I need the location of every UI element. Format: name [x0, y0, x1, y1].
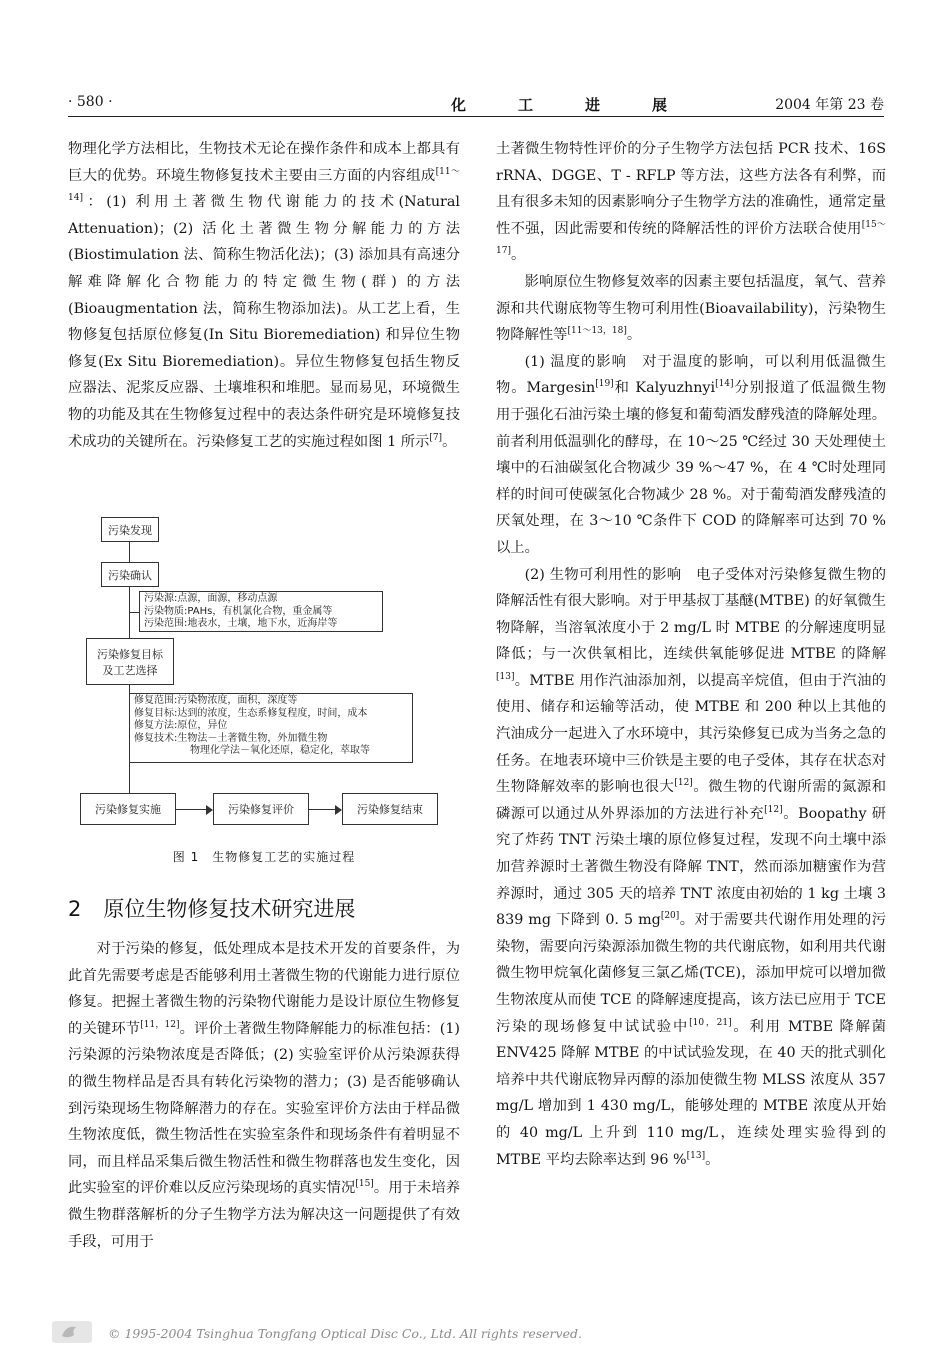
paragraph-text: 。MTBE 用作汽油添加剂，以提高辛烷值，但由于汽油的使用、储存和运输等活动，使 MTBE 和 200 种以上其他的汽油成分一起进入了水环境中，其污染修复已成为当务之急的任务。在地表环境中三价铁是主要的电子受体，其存在状态对生物降解效率的影响也很大 [496, 672, 886, 796]
flow-box-label: 污染确认 [108, 568, 152, 582]
flow-info-pollution [139, 591, 383, 632]
paragraph-text: 影响原位生物修复效率的因素主要包括温度，氧气、营养源和共代谢底物等生物可利用性(Bioavailability)，污染物生物降解性等 [496, 273, 886, 344]
paragraph-text: (1) 温度的影响 对于温度的影响，可以利用低温微生物。Margesin [496, 353, 886, 397]
flow-box-pollution-discovery [101, 517, 159, 542]
right-column [496, 136, 886, 1173]
paragraph [496, 136, 886, 269]
info-line: 污染源:点源，面源，移动点源 [144, 593, 278, 604]
citation: [11，12] [140, 1020, 180, 1031]
citation: [11～13，18] [567, 326, 627, 337]
paragraph [68, 136, 460, 455]
volume-info: 2004 年第 23 卷 [775, 97, 884, 113]
left-column-bottom [68, 936, 460, 1255]
paragraph [496, 562, 886, 1174]
running-header [68, 94, 884, 116]
flow-box-label: 及工艺选择 [102, 663, 158, 677]
flow-box-pollution-confirm [101, 562, 159, 587]
info-line: 物理化学法－氧化还原，稳定化，萃取等 [190, 745, 370, 756]
flow-box-label: 污染修复实施 [95, 803, 161, 816]
paragraph-text: 。评价土著微生物降解能力的标准包括：(1) 污染源的污染物浓度是否降低；(2) 实验室评价从污染源获得的微生物样品是否具有转化污染物的潜力；(3) 是否能够确认到污染现场生物降解潜力的存在。实验室评价方法由于样品微生物浓度低，微生物活性在实验室条件和现场条件有着明显不同，而且样品采集后微生物活性和微生物群落也发生变化，因此实验室的评价难以反应污染现场的真实情况 [68, 1020, 461, 1197]
flow-box-label: 污染修复评价 [228, 803, 294, 816]
citation: [13] [496, 672, 515, 683]
paragraph-text: 。 [510, 247, 526, 264]
citation: [11～14] [68, 166, 460, 204]
flow-box-evaluation [213, 793, 309, 825]
paragraph-text: (2) 生物可利用性的影响 电子受体对污染修复微生物的降解活性有很大影响。对于甲基叔丁基醚(MTBE) 的好氧微生物降解，当溶氧浓度小于 2 mg/L 时 MTBE 的分解速度明显降低；与一次供氧相比，连续供氧能够促进 MTBE 的降解 [496, 566, 886, 663]
info-line: 修复方法:原位，异位 [134, 720, 228, 731]
info-line: 修复范围:污染物浓度，面积，深度等 [134, 695, 298, 706]
paragraph-text: 。 [442, 433, 457, 450]
paragraph-text: 。用于未培养微生物群落解析的分子生物学方法为解决这一问题提供了有效手段，可用于 [68, 1180, 461, 1250]
paragraph-text: 物理化学方法相比，生物技术无论在操作条件和成本上都具有巨大的优势。环境生物修复技术主要由三方面的内容组成 [68, 141, 460, 184]
paragraph-text: ：(1) 利用土著微生物代谢能力的技术(Natural Attenuation)；(2) 活化土著微生物分解能力的方法(Biostimulation 法、简称生物活化法)；(3) 添加具有高速分解难降解化合物能力的特定微生物(群) 的方法(Bioaugmentation 法，简称生物添加法)。从工艺上看，生物修复包括原位修复(In Situ Bioremediation) 和异位生物修复(Ex Situ Bioremediation)。异位生物修复包括生物反应器法、泥浆反应器、土壤堆积和堆肥。显而易见，环境微生物的功能及其在生物修复过程中的表达条件研究是环境修复技术成功的关键所在。污染修复工艺的实施过程如图 1 所示 [68, 194, 460, 450]
flow-connector [129, 612, 139, 613]
paragraph-text: 对于污染的修复，低处理成本是技术开发的首要条件，为此首先需要考虑是否能够利用土著微生物的代谢能力进行原位修复。把握土著微生物的污染物代谢能力是设计原位生物修复的关键环节 [68, 941, 460, 1037]
paragraph [68, 936, 460, 1255]
citation: [15] [355, 1179, 374, 1190]
info-line: 修复目标:达到的浓度，生态系修复程度，时间，成本 [134, 707, 368, 719]
paragraph-text: 。微生物的代谢所需的氮源和磷源可以通过从外界添加的方法进行补充 [496, 779, 886, 822]
flow-info-remediation [129, 693, 413, 763]
left-column-top [68, 136, 460, 455]
figure-caption: 图 1 生物修复工艺的实施过程 [172, 850, 356, 864]
info-line: 污染范围:地表水，土壤，地下水，近海岸等 [144, 618, 338, 629]
citation: [19] [595, 379, 614, 390]
citation: [15～17] [496, 220, 886, 257]
citation: [10，21] [689, 1017, 732, 1028]
paragraph-text: 。 [705, 1151, 720, 1168]
paragraph [496, 269, 886, 349]
flow-box-label: 污染修复结束 [357, 803, 423, 816]
info-line: 修复技术:生物法－土著微生物，外加微生物 [134, 732, 328, 744]
paragraph-text: 。Boopathy 研究了炸药 TNT 污染土壤的原位修复过程，发现不向土壤中添加营养源时土著微生物没有降解 TNT，然而添加糖蜜作为营养源时，通过 305 天的培养 TNT 浓度由初始的 1 kg 土壤 3 839 mg 下降到 0. 5 mg [496, 805, 886, 929]
citation: [20] [660, 911, 680, 922]
citation: [12] [674, 778, 693, 789]
flow-box-label: 污染发现 [108, 523, 152, 537]
paragraph-text: 分别报道了低温微生物用于强化石油污染土壤的修复和葡萄酒发酵残渣的降解处理。前者利用低温驯化的酵母，在 10～25 ℃经过 30 天处理使土壤中的石油碳氢化合物减少 39 %～47 %，在 4 ℃时处理同样的时间可使碳氢化合物减少 28 %。对于葡萄酒发酵残渣的厌氧处理，在 3～10 ℃条件下 COD 的降解率可达到 70 %以上。 [496, 380, 886, 556]
flow-box-label: 污染修复目标 [97, 647, 163, 661]
arrowhead-icon [206, 805, 213, 815]
copyright-footer [52, 1323, 892, 1347]
publisher-logo-icon [52, 1321, 92, 1343]
arrowhead-icon [335, 805, 342, 815]
copyright-text: © 1995-2004 Tsinghua Tongfang Optical Disc Co., Ltd. All rights reserved. [108, 1326, 582, 1341]
paragraph-text: 。 [626, 327, 642, 344]
journal-title: 化工进展 [451, 96, 720, 114]
section-heading [68, 893, 460, 923]
section-number: 2 [68, 897, 82, 921]
citation: [14] [715, 379, 734, 390]
paragraph-text: 和 Kalyuzhnyi [613, 380, 716, 397]
section-title: 原位生物修复技术研究进展 [103, 897, 356, 921]
paragraph [496, 349, 886, 562]
flow-box-completion [342, 793, 438, 825]
paragraph-text: 。对于需要共代谢作用处理的污染物，需要向污染源添加微生物的共代谢底物，如利用共代谢微生物甲烷氧化菌修复三氯乙烯(TCE)，添加甲烷可以增加微生物浓度从而使 TCE 的降解速度提高，该方法已应用于 TCE 污染的现场修复中试试验中 [496, 912, 887, 1035]
flow-box-implementation [80, 793, 176, 825]
info-line: 污染物质:PAHs，有机氯化合物，重金属等 [144, 605, 333, 617]
paragraph-text: 土著微生物特性评价的分子生物学方法包括 PCR 技术、16S rRNA、DGGE、T - RFLP 等方法，这些方法各有利弊，而且有很多未知的因素影响分子生物学方法的准确性，通常定量性不强，因此需要和传统的降解活性的评价方法联合使用 [496, 141, 886, 237]
page-number: · 580 · [68, 94, 113, 110]
flow-box-goal-selection [86, 638, 174, 685]
header-rule [68, 116, 884, 117]
flow-connector [129, 542, 130, 562]
citation: [7] [429, 432, 443, 443]
paragraph-text: 。利用 MTBE 降解菌 ENV425 降解 MTBE 的中试试验发现，在 40 天的批式驯化培养中共代谢底物异丙醇的添加使微生物 MLSS 浓度从 357 mg/L 增加到 1 430 mg/L，能够处理的 MTBE 浓度从开始的 40 mg/L 上升到 110 mg/L，连续处理实验得到的 MTBE 平均去除率达到 96 % [496, 1018, 886, 1168]
citation: [13] [686, 1150, 706, 1161]
citation: [12] [764, 805, 783, 816]
